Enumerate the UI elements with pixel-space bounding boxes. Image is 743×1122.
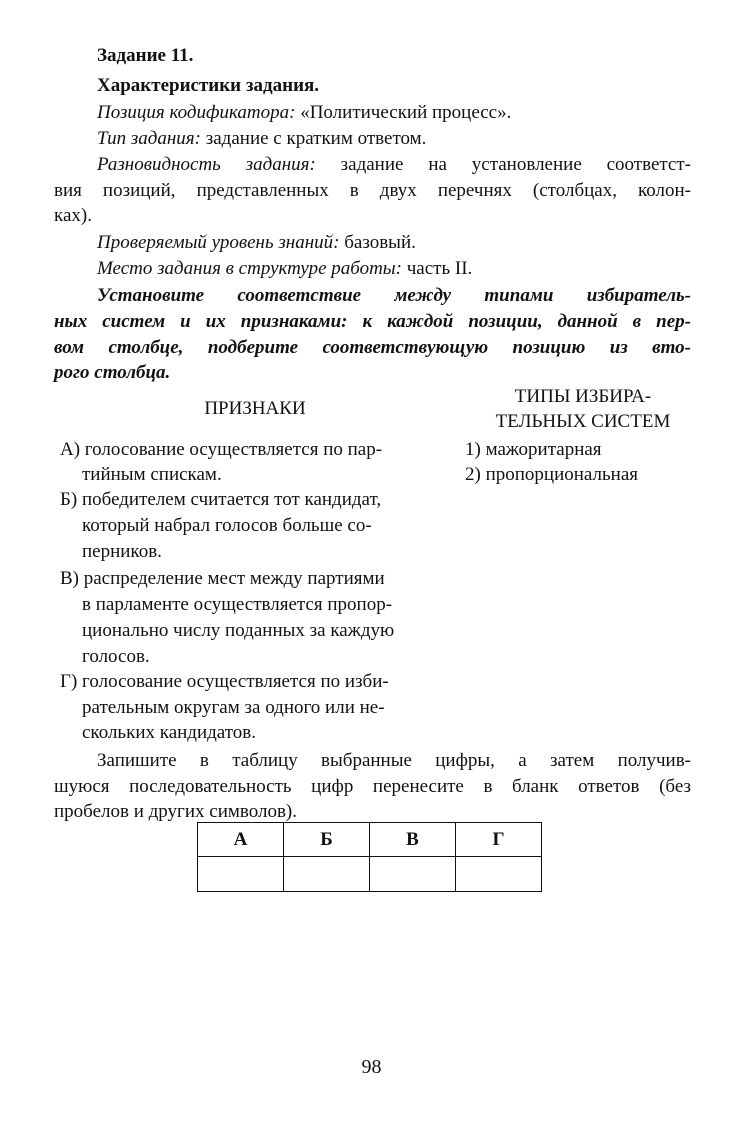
feature-b-line-3: перников.	[82, 541, 162, 562]
type-value: задание с кратким ответом.	[200, 128, 427, 149]
feature-b-line-1: Б) победителем считается тот кандидат,	[60, 489, 382, 510]
variety-line-2: вия позиций, представленных в двух перечнях (столбцах, колон-	[54, 180, 691, 201]
feature-g-line-2: рательным округам за одного или не-	[82, 697, 385, 718]
answer-instruction-line-3: пробелов и других символов).	[54, 801, 298, 822]
instruction-line-4: рого столбца.	[54, 362, 171, 383]
place-line	[97, 258, 472, 280]
feature-g-line-1: Г) голосование осуществляется по изби-	[60, 671, 389, 692]
level-label: Проверяемый уровень знаний:	[97, 232, 340, 253]
answer-cell-b[interactable]	[284, 857, 370, 892]
answer-instruction-line-2: шуюся последовательность цифр перенесите в бланк ответов (без	[54, 776, 691, 797]
answer-table	[197, 822, 542, 892]
variety-line-1	[97, 154, 691, 176]
level-value: базовый.	[339, 232, 416, 253]
feature-v-line-3: ционально числу поданных за каждую	[82, 620, 395, 641]
level-line	[97, 232, 416, 254]
place-label: Место задания в структуре работы:	[97, 258, 402, 279]
variety-line-3: ках).	[54, 205, 92, 226]
type-label: Тип задания:	[97, 128, 201, 149]
codifier-value: «Политический процесс».	[295, 102, 512, 123]
place-value: часть II.	[401, 258, 473, 279]
feature-b-line-2: который набрал голосов больше со-	[82, 515, 372, 536]
instruction-line-2: ных систем и их признаками: к каждой позиции, данной в пер-	[54, 311, 691, 332]
feature-v-line-4: голосов.	[82, 646, 150, 667]
answer-instruction-line-1: Запишите в таблицу выбранные цифры, а затем получив-	[97, 750, 691, 771]
codifier-line	[97, 102, 511, 124]
variety-value-1: задание на установление соответст-	[315, 154, 691, 175]
answer-header-v: В	[370, 823, 456, 857]
answer-table-header-row	[198, 823, 542, 857]
answer-table-value-row	[198, 857, 542, 892]
instruction-line-1: Установите соответствие между типами избиратель-	[97, 285, 691, 306]
system-proportional: 2) пропорциональная	[465, 464, 639, 485]
characteristics-heading: Характеристики задания.	[97, 75, 320, 96]
type-line	[97, 128, 426, 150]
feature-g-line-3: скольких кандидатов.	[82, 722, 257, 743]
page-number: 98	[361, 1056, 382, 1078]
codifier-label: Позиция кодификатора:	[97, 102, 296, 123]
feature-a-line-2: тийным спискам.	[82, 464, 222, 485]
answer-cell-g[interactable]	[456, 857, 542, 892]
answer-header-b: Б	[284, 823, 370, 857]
answer-cell-v[interactable]	[370, 857, 456, 892]
answer-cell-a[interactable]	[198, 857, 284, 892]
answer-header-g: Г	[456, 823, 542, 857]
answer-header-a: А	[198, 823, 284, 857]
system-majoritarian: 1) мажоритарная	[465, 439, 602, 460]
feature-a-line-1: А) голосование осуществляется по пар-	[60, 439, 383, 460]
feature-v-line-2: в парламенте осуществляется пропор-	[82, 594, 393, 615]
features-column-header: ПРИЗНАКИ	[204, 398, 306, 419]
task-number: Задание 11.	[97, 45, 194, 66]
systems-column-header-line-1: ТИПЫ ИЗБИРА-	[514, 386, 652, 407]
instruction-line-3: вом столбце, подберите соответствующую позицию из вто-	[54, 337, 691, 358]
feature-v-line-1: В) распределение мест между партиями	[60, 568, 385, 589]
systems-column-header-line-2: ТЕЛЬНЫХ СИСТЕМ	[495, 411, 671, 432]
variety-label: Разновидность задания:	[97, 154, 316, 175]
